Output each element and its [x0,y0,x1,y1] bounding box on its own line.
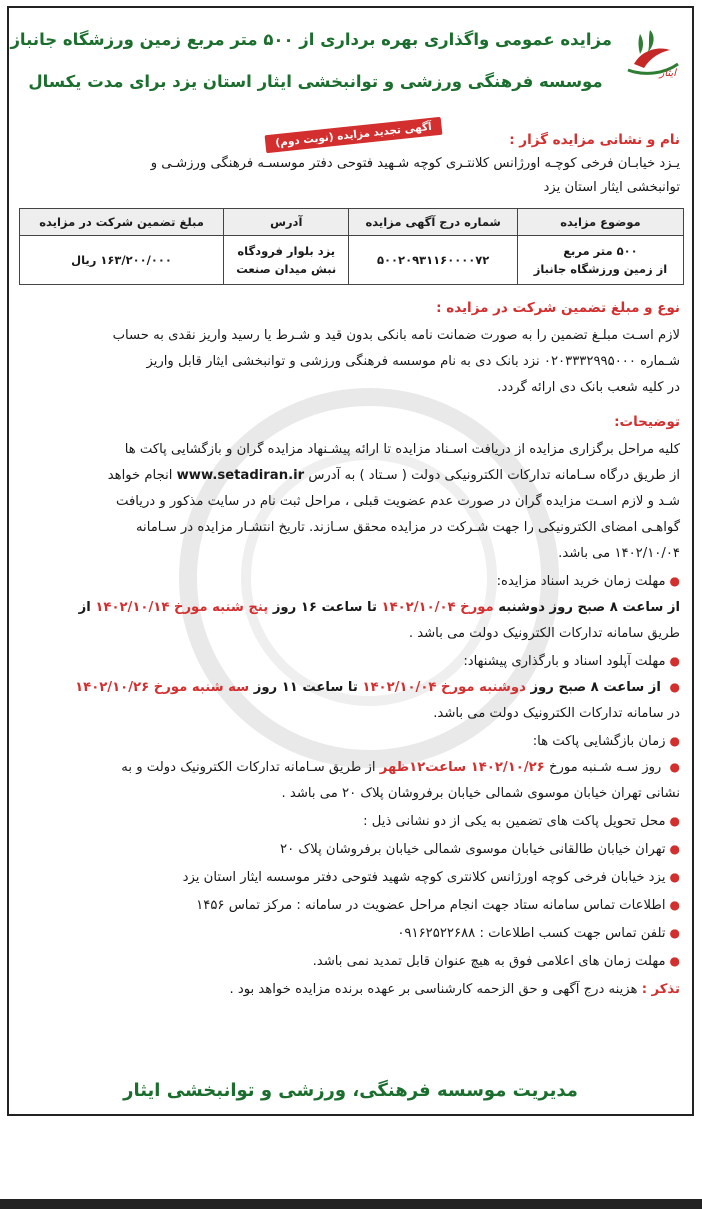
table-header: آدرس [224,209,349,236]
upload-l1c: تا ساعت ۱۱ روز [253,680,358,695]
notes-line-3: شـد و لازم اسـت مزایده گران در صورت عدم عضویت قبلی ، مراحل ثبت نام در سایت مذکور و دریافت [116,494,680,509]
upload-l1a: از ساعت ۸ صبح روز [530,680,661,695]
purchase-title [497,574,680,589]
bullet-icon: ● [669,734,680,748]
delivery-title-text: محل تحویل پاکت های تضمین به یکی از دو نشانی ذیل : [363,814,666,829]
bullet-icon: ● [669,760,680,774]
purchase-line-2: طریق سامانه تدارکات الکترونیک دولت می باشد . [408,626,680,641]
guarantee-cell: ۱۶۳/۲۰۰/۰۰۰ ریال [20,236,224,285]
notes-line-2-post: انجام خواهد [107,468,173,483]
logo-text: ایثار [659,68,676,79]
notes-line-2-pre: از طریق درگاه سـامانه تدارکات الکترونیکی دولت ( سـتاد ) به آدرس [308,468,680,483]
table-header: مبلغ تضمین شرکت در مزایده [20,209,224,236]
notes-line-1: کلیه مراحل برگزاری مزایده از دریافت اسـناد مزایده تا ارائه پیشـنهاد مزایده گران و بازگشایی پاکت ها [124,442,680,457]
opening-title [533,734,680,749]
contact-phone-text: تلفن تماس جهت کسب اطلاعات : ۰۹۱۶۲۵۲۲۶۸۸ [397,926,666,941]
notes-line-5: ۱۴۰۲/۱۰/۰۴ می باشد. [558,546,680,561]
bottom-bar [0,1199,702,1209]
notes-line-2 [108,468,680,483]
opening-l1b: ۱۴۰۲/۱۰/۲۶ ساعت۱۲ظهر [379,760,545,775]
table-header-row [20,209,684,236]
bullet-icon: ● [669,574,680,588]
title-line-2: موسسه فرهنگی ورزشی و توانبخشی ایثار استان یزد برای مدت یکسال [28,72,603,91]
table-header: موضوع مزایده [517,209,683,236]
deadline-note [313,954,680,969]
auctioneer-line-1: یـزد خیابـان فرخی کوچـه اورژانس کلانتـری کوچه شـهید فتوحی دفتر موسسـه فرهنگی ورزشـی و [150,156,680,171]
notes-heading: توضیحات: [614,414,680,430]
auction-table [19,208,684,285]
delivery-addr-1-text: تهران خیابان طالقانی خیابان موسوی شمالی خیابان برفروشان پلاک ۲۰ [280,842,666,857]
delivery-addr-1 [280,842,680,857]
watermark-ring-inner [241,450,497,706]
upload-l1d: سه شنبه مورخ ۱۴۰۲/۱۰/۲۶ [75,680,250,695]
delivery-title [363,814,680,829]
title-line-1: مزایده عمومی واگذاری بهره برداری از ۵۰۰ متر مربع زمین ورزشگاه جانباز [10,30,612,49]
contact-phone [397,926,680,941]
reminder-label: تذکر : [641,982,680,997]
upload-title [463,654,680,669]
opening-l1c: از طریق سـامانه تدارکات الکترونیک دولت و به [121,760,376,775]
subject-line-2: از زمین ورزشگاه جانباز [533,262,668,276]
delivery-addr-2-text: یزد خیابان فرخی کوچه اورژانس کلانتری کوچه شهید فتوحی دفتر موسسه ایثار استان یزد [182,870,666,885]
bullet-icon: ● [669,680,680,694]
bullet-icon: ● [669,926,680,940]
bullet-icon: ● [669,814,680,828]
purchase-l1e: از [78,600,91,615]
purchase-l1a: از ساعت ۸ صبح روز دوشنبه [498,600,680,615]
opening-line-2: نشانی تهران خیابان موسوی شمالی خیابان برفروشان پلاک ۲۰ می باشد . [281,786,680,801]
bullet-icon: ● [669,898,680,912]
delivery-addr-2 [183,870,680,885]
table-header: شماره درج آگهی مزایده [349,209,517,236]
purchase-title-text: مهلت زمان خرید اسناد مزایده: [496,574,666,589]
ad-number-cell: ۵۰۰۲۰۹۳۱۱۶۰۰۰۰۷۲ [349,236,517,285]
bullet-icon: ● [669,842,680,856]
purchase-l1c: تا ساعت ۱۶ روز [272,600,377,615]
purchase-l1b: مورخ ۱۴۰۲/۱۰/۰۴ [381,600,494,615]
guarantee-heading: نوع و مبلغ تضمین شرکت در مزایده : [436,300,680,316]
contact-setad [196,898,680,913]
subject-cell [517,236,683,285]
address-line-1: یزد بلوار فرودگاه [237,244,336,258]
table-row [20,236,684,285]
deadline-note-text: مهلت زمان های اعلامی فوق به هیچ عنوان قابل تمدید نمی باشد. [312,954,666,969]
reminder-text: هزینه درج آگهی و حق الزحمه کارشناسی بر عهده برنده مزایده خواهد بود . [229,982,638,997]
ad-frame [7,6,694,1116]
auctioneer-line-2: توانبخشی ایثار استان یزد [543,180,680,195]
subject-line-1: ۵۰۰ متر مربع [563,244,638,258]
bullet-icon: ● [669,954,680,968]
opening-line-1 [121,760,680,775]
bullet-icon: ● [669,654,680,668]
purchase-line-1 [79,600,680,615]
guarantee-line-2: شـماره ۰۲۰۳۳۳۲۹۹۵۰۰۰ نزد بانک دی به نام موسسه فرهنگی ورزشی و توانبخشی ایثار قابل واریز [146,354,680,369]
purchase-l1d: پنج شنبه مورخ ۱۴۰۲/۱۰/۱۴ [95,600,269,615]
renewal-ribbon: آگهی تجدید مزایده (نوبت دوم) [264,117,442,153]
address-cell [224,236,349,285]
upload-title-text: مهلت آپلود اسناد و بارگذاری پیشنهاد: [463,654,666,669]
bullet-icon: ● [669,870,680,884]
opening-title-text: زمان بازگشایی پاکت ها: [532,734,666,749]
notes-line-4: گواهـی امضای الکترونیکی را جهت شـرکت در مزایده محقق سـازند. تاریخ انتشـار مزایده در سـامانه [135,520,680,535]
address-line-2: نبش میدان صنعت [236,262,337,276]
upload-line-1 [75,680,680,695]
opening-l1a: روز سـه شـنبه مورخ [548,760,662,775]
footer-signature: مدیریت موسسه فرهنگی، ورزشی و توانبخشی ایثار [123,1080,578,1101]
setadiran-link[interactable]: www.setadiran.ir [176,468,305,483]
guarantee-line-3: در کلیه شعب بانک دی ارائه گردد. [497,380,680,395]
contact-setad-text: اطلاعات تماس سامانه ستاد جهت انجام مراحل عضویت در سامانه : مرکز تماس ۱۴۵۶ [196,898,666,913]
guarantee-line-1: لازم اسـت مبلـغ تضمین را به صورت ضمانت نامه بانکی بدون قید و شـرط یا رسید واریز نقدی به حساب [112,328,680,343]
reminder [229,982,680,997]
auctioneer-heading: نام و نشانی مزایده گزار : [509,132,680,148]
upload-l1b: دوشنبه مورخ ۱۴۰۲/۱۰/۰۴ [362,680,526,695]
upload-line-2: در سامانه تدارکات الکترونیک دولت می باشد. [433,706,680,721]
